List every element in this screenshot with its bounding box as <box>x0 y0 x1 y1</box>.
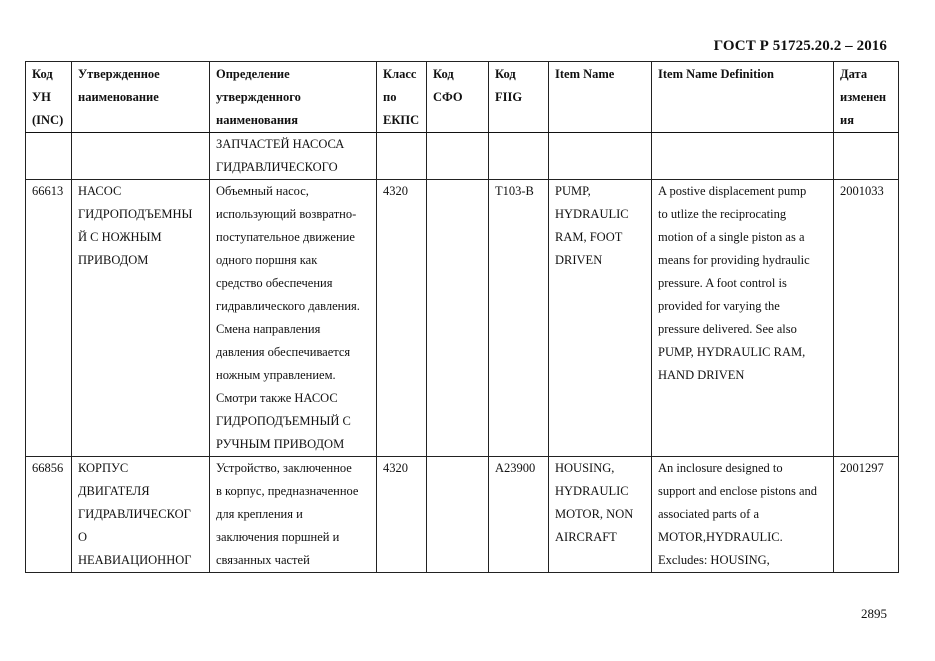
header-inc-code: Код УН (INC) <box>26 62 72 133</box>
table-row <box>26 180 899 457</box>
cell-inc <box>26 133 72 180</box>
cell-inc: 66613 <box>26 180 72 457</box>
cell-approved-name: КОРПУС ДВИГАТЕЛЯ ГИДРАВЛИЧЕСКОГ О НЕАВИАЦИОННОГ <box>72 457 210 573</box>
cell-sfo <box>427 457 489 573</box>
header-ekps-class: Класс по ЕКПС <box>377 62 427 133</box>
item-name-registry-table <box>25 61 899 573</box>
cell-sfo <box>427 133 489 180</box>
cell-item-definition <box>652 133 834 180</box>
cell-item-name: PUMP, HYDRAULIC RAM, FOOT DRIVEN <box>549 180 652 457</box>
cell-definition-ru: ЗАПЧАСТЕЙ НАСОСА ГИДРАВЛИЧЕСКОГО <box>210 133 377 180</box>
cell-definition-ru: Объемный насос, использующий возвратно- поступательное движение одного поршня как средство обеспечения гидравлического давления. Смена направления давления обеспечивается ножным управлением. Смотри также НАСОС ГИДРОПОДЪЕМНЫЙ С РУЧНЫМ ПРИВОДОМ <box>210 180 377 457</box>
cell-item-name <box>549 133 652 180</box>
header-item-name-definition: Item Name Definition <box>652 62 834 133</box>
table-header-row <box>26 62 899 133</box>
cell-date: 2001033 <box>834 180 899 457</box>
cell-inc: 66856 <box>26 457 72 573</box>
table-row <box>26 457 899 573</box>
cell-date <box>834 133 899 180</box>
cell-fiig <box>489 133 549 180</box>
header-approved-name: Утвержденное наименование <box>72 62 210 133</box>
cell-approved-name <box>72 133 210 180</box>
header-item-name: Item Name <box>549 62 652 133</box>
cell-approved-name: НАСОС ГИДРОПОДЪЕМНЫ Й С НОЖНЫМ ПРИВОДОМ <box>72 180 210 457</box>
table-row <box>26 133 899 180</box>
cell-sfo <box>427 180 489 457</box>
cell-ekps: 4320 <box>377 180 427 457</box>
cell-fiig: T103-B <box>489 180 549 457</box>
cell-definition-ru: Устройство, заключенное в корпус, предназначенное для крепления и заключения поршней и связанных частей <box>210 457 377 573</box>
cell-ekps: 4320 <box>377 457 427 573</box>
header-fiig-code: Код FIIG <box>489 62 549 133</box>
cell-ekps <box>377 133 427 180</box>
header-sfo-code: Код СФО <box>427 62 489 133</box>
cell-item-definition: An inclosure designed to support and enclose pistons and associated parts of a MOTOR,HYDRAULIC. Excludes: HOUSING, <box>652 457 834 573</box>
header-change-date: Дата изменен ия <box>834 62 899 133</box>
page-number: 2895 <box>861 606 887 621</box>
header-name-definition-ru: Определение утвержденного наименования <box>210 62 377 133</box>
cell-item-definition: A postive displacement pump to utlize the reciprocating motion of a single piston as a means for providing hydraulic pressure. A foot control is provided for varying the pressure delivered. See also PUMP, HYDRAULIC RAM, HAND DRIVEN <box>652 180 834 457</box>
cell-date: 2001297 <box>834 457 899 573</box>
document-standard-header: ГОСТ Р 51725.20.2 – 2016 <box>713 38 887 54</box>
cell-item-name: HOUSING, HYDRAULIC MOTOR, NON AIRCRAFT <box>549 457 652 573</box>
cell-fiig: A23900 <box>489 457 549 573</box>
